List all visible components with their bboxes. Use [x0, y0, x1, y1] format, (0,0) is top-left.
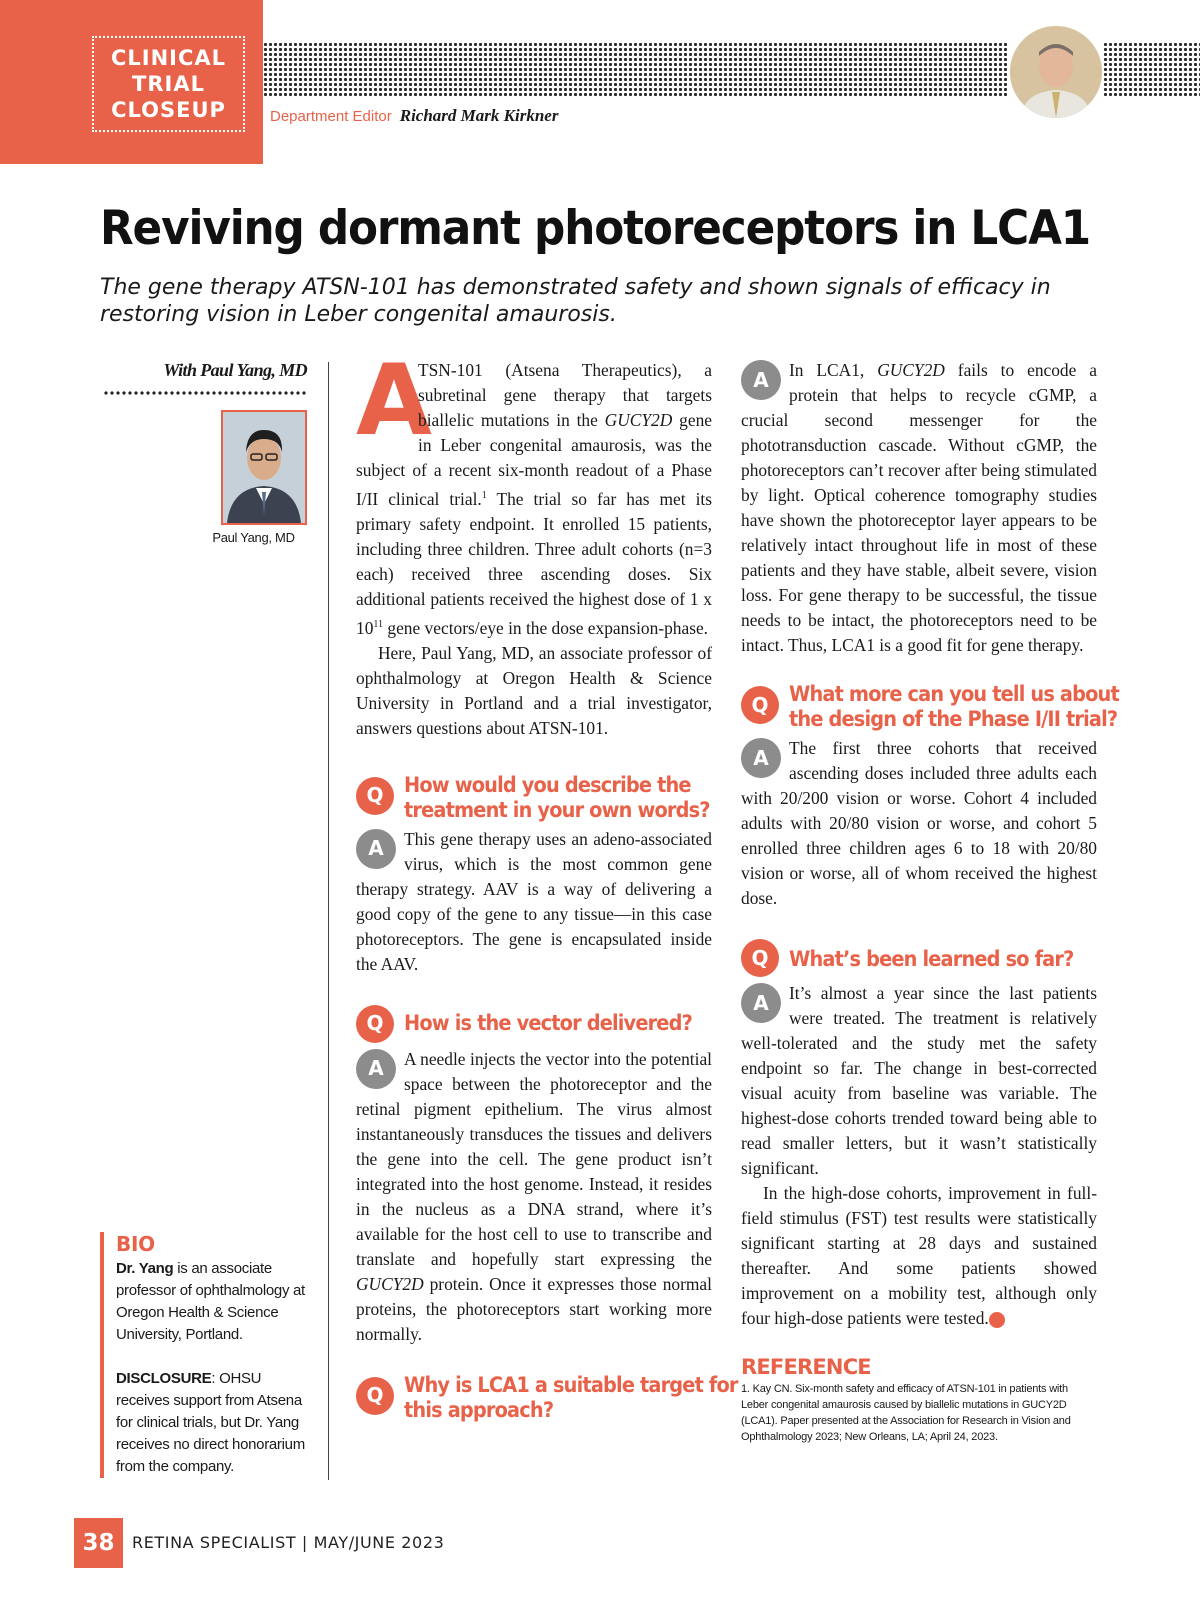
footer-separator: | [301, 1533, 308, 1552]
intro-text-c: The trial so far has met its primary safety endpoint. It enrolled 15 patients, including three children. Three adult cohorts (n=3 each) received three ascending doses. Six additional patients received the highest dose of 1 x 10 [356, 488, 712, 638]
question-badge: Q [356, 777, 394, 815]
bio-text [116, 1258, 310, 1346]
answer-badge: A [741, 360, 781, 400]
question-badge: Q [356, 1377, 394, 1415]
question-2 [356, 1001, 712, 1043]
intro-exponent: 11 [373, 618, 384, 630]
answer-5-paragraph-2 [741, 1181, 1097, 1331]
answer-1-text: This gene therapy uses an adeno-associated virus, which is the most common gene therapy strategy. AAV is a way of delivering a good copy of the gene to any tissue—in this case photoreceptors. The gene is encapsulated inside the AAV. [356, 828, 712, 974]
answer-3-gene-name: GUCY2D [877, 360, 945, 380]
intro-text-d: gene vectors/eye in the dose expansion-phase. [383, 617, 709, 638]
reference-text: 1. Kay CN. Six-month safety and efficacy of ATSN-101 in patients with Leber congenital amaurosis caused by biallelic mutations in GUCY2D (LCA1). Paper presented at the Association for Research in Vision and Ophthalmology 2023; New Orleans, LA; April 24, 2023. [741, 1383, 1071, 1443]
question-4 [741, 682, 1119, 732]
answer-2-gene-name: GUCY2D [356, 1273, 424, 1294]
bio-heading: BIO [116, 1232, 155, 1256]
drop-cap: A [356, 344, 432, 458]
question-1 [356, 773, 712, 823]
answer-3 [741, 358, 1097, 658]
answer-2 [356, 1047, 712, 1347]
header-dot-pattern [263, 42, 1008, 96]
answer-5 [741, 981, 1097, 1181]
question-2-text: How is the vector delivered? [404, 1010, 692, 1035]
bio-box [100, 1232, 310, 1478]
answer-badge: A [741, 738, 781, 778]
intro-paragraph-2: Here, Paul Yang, MD, an associate professor of ophthalmology at Oregon Health & Science University in Portland and a trial investigator, answers questions about ATSN-101. [356, 642, 712, 738]
header-dot-pattern-right [1103, 42, 1200, 96]
section-line-3: CLOSEUP [111, 98, 226, 122]
intro-paragraph [356, 344, 712, 641]
answer-4-text: The first three cohorts that received ascending doses included three adults each with 20/200 vision or worse. Cohort 4 included adults with 20/80 vision or worse, and cohort 5 enrolled three children ages 6 to 18 with 20/80 vision or worse, all of whom received the highest dose. [741, 738, 1097, 908]
section-label [92, 36, 245, 132]
column-divider [328, 362, 329, 1480]
issue-date: MAY/JUNE 2023 [313, 1533, 445, 1552]
question-badge: Q [741, 686, 779, 724]
question-1-text: How would you describe the treatment in your own words? [404, 772, 710, 822]
disclosure-label: DISCLOSURE [116, 1370, 212, 1387]
intro-text-b: gene in Leber congenital amaurosis, was the subject of a recent six-month readout of a Phase I/II clinical trial. [356, 410, 712, 509]
intro-text-a: TSN-101 (Atsena Therapeutics), a subretinal gene therapy that targets biallelic mutations in the [418, 360, 712, 430]
page-number: 38 [74, 1518, 123, 1568]
editor-headshot-icon [1010, 26, 1102, 118]
question-3 [356, 1372, 738, 1423]
bio-description: is an associate professor of ophthalmology at Oregon Health & Science University, Portland. [116, 1260, 305, 1343]
answer-2-text-a: A needle injects the vector into the potential space between the photoreceptor and the retinal pigment epithelium. The virus almost instantaneously transduces the tissues and delivers the gene into the cell. The gene product isn’t integrated into the host genome. Instead, it resides in the nucleus as a DNA strand, where it’s available for the host cell to use to transcribe and translate and hopefully start expressing the [356, 1048, 712, 1269]
answer-5-text-2: In the high-dose cohorts, improvement in full-field stimulus (FST) test results were statistically significant starting at 28 days and sustained thereafter. And some patients showed improvement on a mobility test, although only four high-dose patients were tested. [741, 1183, 1097, 1328]
author-photo-caption: Paul Yang, MD [212, 530, 295, 545]
answer-1 [356, 827, 712, 977]
reference-section [741, 1355, 1097, 1445]
section-line-2: TRIAL [132, 72, 205, 96]
department-editor-name: Richard Mark Kirkner [399, 106, 559, 125]
answer-2-text-b: protein. Once it expresses those normal proteins, the photoreceptors start working more normally. [356, 1273, 712, 1344]
section-line-1: CLINICAL [110, 46, 227, 70]
publication-footer [132, 1533, 444, 1552]
question-3-text: Why is LCA1 a suitable target for this approach? [404, 1372, 738, 1422]
author-portrait-icon [223, 412, 305, 523]
question-4-text: What more can you tell us about the design of the Phase I/II trial? [789, 682, 1119, 731]
author-photo [221, 410, 307, 525]
section-tab [0, 0, 263, 164]
answer-badge: A [356, 829, 396, 869]
answer-4 [741, 736, 1097, 911]
answer-3-text-a: In LCA1, [789, 360, 878, 380]
bio-name: Dr. Yang [116, 1260, 174, 1277]
article-column-2 [741, 358, 1119, 1445]
disclosure-text: : OHSU receives support from Atsena for clinical trials, but Dr. Yang receives no direct honorarium from the company. [116, 1370, 305, 1475]
end-mark-icon: RS [989, 1312, 1005, 1328]
byline-divider [103, 390, 307, 396]
article-column-1 [356, 344, 738, 1427]
answer-badge: A [741, 983, 781, 1023]
article-title: Reviving dormant photoreceptors in LCA1 [100, 201, 1091, 256]
question-5-text: What’s been learned so far? [789, 947, 1074, 971]
article-deck: The gene therapy ATSN-101 has demonstrated safety and shown signals of efficacy in restoring vision in Leber congenital amaurosis. [100, 275, 1051, 327]
question-5 [741, 935, 1097, 977]
question-badge: Q [741, 939, 779, 977]
editor-headshot [1010, 26, 1102, 118]
intro-reference-mark: 1 [481, 490, 487, 501]
reference-heading: REFERENCE [741, 1355, 871, 1379]
question-badge: Q [356, 1005, 394, 1043]
answer-5-text: It’s almost a year since the last patients were treated. The treatment is relatively well-tolerated and the study met the safety endpoint so far. The change in best-corrected visual acuity from baseline was variable. The highest-dose cohorts trended toward being able to read smaller letters, but it wasn’t statistically significant. [741, 983, 1097, 1178]
publication-name: RETINA SPECIALIST [132, 1533, 297, 1552]
department-editor [270, 106, 558, 126]
disclosure [116, 1368, 310, 1478]
department-editor-label: Department Editor [270, 108, 392, 125]
intro-gene-name: GUCY2D [604, 410, 673, 430]
answer-3-text-b: fails to encode a protein that helps to recycle cGMP, a crucial second messenger for the phototransduction cascade. Without cGMP, the photoreceptors can’t recover after being stimulated by light. Optical coherence tomography studies have shown the photoreceptor layer appears to be relatively intact throughout life in most of these patients and they have stable, albeit severe, vision loss. For gene therapy to be successful, the tissue needs to be intact, the photoreceptors need to be intact. Thus, LCA1 is a good fit for gene therapy. [741, 360, 1097, 655]
answer-badge: A [356, 1049, 396, 1089]
byline: With Paul Yang, MD [163, 360, 307, 380]
